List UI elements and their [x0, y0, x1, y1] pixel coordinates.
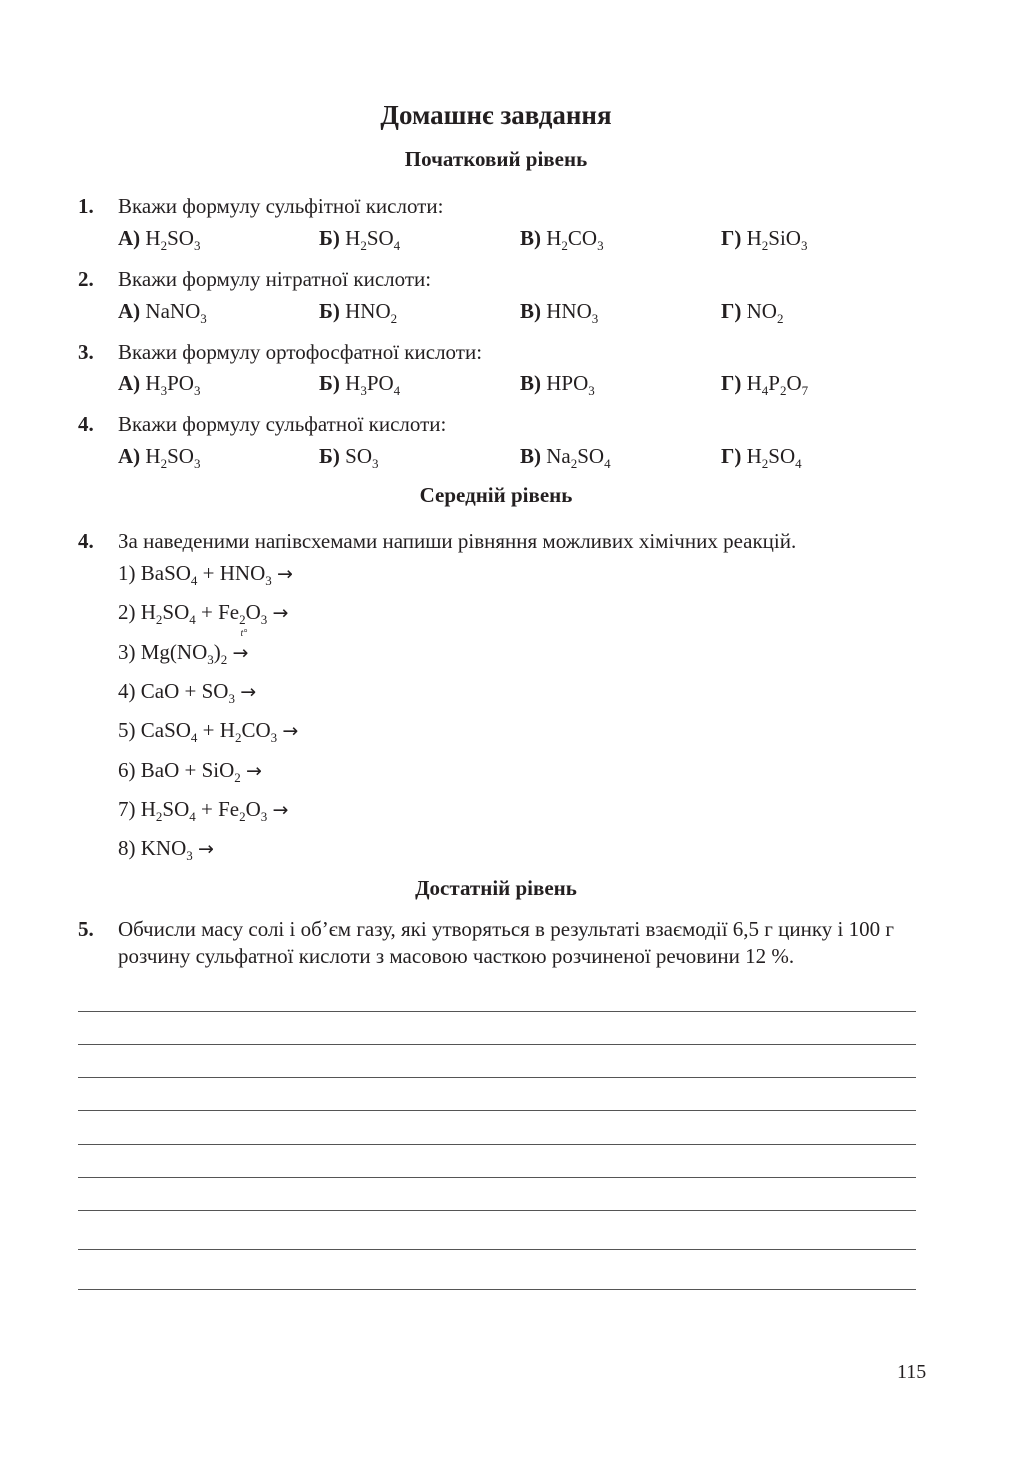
answer-line[interactable]	[78, 1011, 916, 1012]
question-text: Вкажи формулу сульфатної кислоти:	[118, 412, 447, 436]
answer-line[interactable]	[78, 1249, 916, 1250]
subscript: 3	[265, 573, 272, 588]
task-text: За наведеними напівсхемами напиши рівняння можливих хімічних реакцій.	[118, 529, 797, 553]
reaction-scheme: 6) BaO + SiO$_2$ →	[118, 757, 262, 785]
question-number: 1.	[78, 194, 94, 218]
subscript: 4	[189, 808, 196, 824]
subscript: 3	[597, 238, 604, 253]
option-letter: В)	[520, 226, 541, 250]
subscript: 3	[186, 848, 193, 864]
option-formula: $H_2SO_3$	[145, 226, 201, 253]
subscript: 3	[228, 690, 235, 706]
subscript: 2	[160, 238, 168, 253]
reaction-arrow: →	[272, 798, 289, 821]
subscript: 4	[189, 612, 196, 628]
subscript: 4	[393, 383, 401, 398]
option-formula: NaNO$_3$	[145, 299, 207, 326]
answer-option[interactable]	[520, 444, 611, 469]
subscript: 2	[776, 311, 784, 326]
option-letter: Г)	[721, 299, 742, 323]
subscript: 2	[239, 612, 246, 628]
answer-option[interactable]	[520, 371, 595, 396]
answer-line[interactable]	[78, 1289, 916, 1290]
question-text: Вкажи формулу ортофосфатної кислоти:	[118, 340, 483, 364]
option-letter: Г)	[721, 371, 742, 395]
answer-option[interactable]	[520, 299, 598, 324]
option-letter: В)	[520, 299, 541, 323]
section-sufficient-heading: Достатній рівень	[415, 876, 577, 900]
option-letter: Б)	[319, 226, 340, 250]
page-title: Домашнє завдання	[380, 100, 612, 130]
subscript: 3	[270, 730, 278, 746]
option-letter: Г)	[721, 226, 742, 250]
option-formula: $SO_3$	[345, 444, 379, 471]
subscript: 3	[800, 238, 808, 253]
answer-option[interactable]	[319, 371, 400, 396]
section-middle-heading: Середній рівень	[419, 483, 573, 507]
answer-line[interactable]	[78, 1044, 916, 1045]
subscript: 3	[591, 311, 599, 326]
subscript: 3	[360, 383, 367, 398]
subscript: 2	[234, 769, 241, 785]
option-formula: $H_3PO_3$	[145, 371, 201, 398]
answer-line[interactable]	[78, 1077, 916, 1078]
subscript: 3	[200, 311, 207, 326]
reaction-scheme: 7) $H_2SO_4 + Fe_2O_3$ →	[118, 796, 289, 824]
subscript: 4	[393, 238, 401, 253]
answer-option[interactable]	[118, 444, 200, 469]
task-number: 4.	[78, 529, 94, 553]
question-text: Вкажи формулу сульфітної кислоти:	[118, 194, 444, 218]
reaction-arrow: →	[282, 720, 299, 743]
answer-options	[118, 371, 938, 399]
option-formula: $NO_2$	[746, 299, 784, 326]
subscript: 3	[372, 456, 379, 471]
option-letter: Б)	[319, 444, 340, 468]
subscript: 2	[160, 456, 168, 471]
reaction-scheme: 3) $Mg(NO_3)_2$ t° →	[118, 627, 249, 667]
subscript: 4	[795, 456, 802, 471]
subscript: 2	[360, 238, 367, 253]
subscript: 4	[761, 383, 769, 398]
subscript: 4	[190, 730, 198, 746]
option-formula: $H_2SO_4$	[345, 226, 401, 253]
subscript: 4	[190, 573, 198, 588]
reaction-arrow: →	[240, 680, 257, 703]
subscript: 2	[234, 730, 242, 746]
answer-options	[118, 226, 938, 254]
subscript: 2	[220, 651, 228, 667]
answer-line[interactable]	[78, 1110, 916, 1111]
answer-option[interactable]	[118, 299, 207, 324]
option-formula: $H_2SiO_3$	[746, 226, 808, 253]
answer-option[interactable]	[319, 444, 379, 469]
subscript: 3	[588, 383, 595, 398]
subscript: 3	[207, 651, 214, 667]
option-formula: $H_3PO_4$	[345, 371, 401, 398]
answer-line[interactable]	[78, 1210, 916, 1211]
option-formula: $H_2SO_4$	[746, 444, 802, 471]
answer-option[interactable]	[319, 299, 397, 324]
reaction-arrow: →	[198, 838, 214, 861]
answer-option[interactable]	[721, 371, 808, 396]
subscript: 2	[390, 311, 398, 326]
subscript: 2	[570, 456, 578, 471]
reaction-scheme: 2) $H_2SO_4 + Fe_2O_3$ →	[118, 600, 289, 628]
question-number: 4.	[78, 412, 94, 436]
answer-option[interactable]	[118, 371, 200, 396]
option-formula: $HPO_3$	[546, 371, 595, 398]
question-number: 3.	[78, 340, 94, 364]
answer-line[interactable]	[78, 1144, 916, 1145]
answer-options	[118, 444, 938, 472]
subscript: 3	[160, 383, 168, 398]
page-number: 115	[897, 1361, 927, 1383]
subscript: 2	[155, 808, 163, 824]
option-letter: В)	[520, 444, 541, 468]
answer-option[interactable]	[520, 226, 604, 251]
option-formula: $H_2CO_3$	[546, 226, 604, 253]
answer-options	[118, 299, 938, 327]
subscript: 3	[193, 238, 201, 253]
option-letter: В)	[520, 371, 541, 395]
reaction-arrow: →	[272, 602, 289, 625]
heat-symbol: t°	[240, 627, 248, 639]
option-letter: Г)	[721, 444, 742, 468]
option-letter: А)	[118, 371, 141, 395]
answer-option[interactable]	[721, 226, 807, 251]
option-formula: $HNO_2$	[345, 299, 398, 326]
subscript: 2	[761, 238, 769, 253]
option-formula: $Na_2SO_4$	[546, 444, 611, 471]
reaction-scheme: 5) CaSO$_4$ + $H_2CO_3$ →	[118, 718, 299, 746]
option-letter: А)	[118, 226, 141, 250]
subscript: 3	[260, 808, 268, 824]
subscript: 2	[239, 808, 246, 824]
subscript: 4	[604, 456, 611, 471]
answer-option[interactable]	[721, 444, 802, 469]
answer-line[interactable]	[78, 1177, 916, 1178]
answer-option[interactable]	[721, 299, 783, 324]
subscript: 7	[801, 383, 809, 398]
question-text: Вкажи формулу нітратної кислоти:	[118, 267, 432, 291]
subscript: 2	[561, 238, 568, 253]
task-number: 5.	[78, 917, 94, 941]
reaction-scheme: 8) $KNO_3$ →	[118, 836, 214, 864]
option-letter: Б)	[319, 299, 340, 323]
reaction-arrow: →	[277, 563, 293, 585]
subscript: 3	[260, 612, 268, 628]
option-letter: А)	[118, 299, 141, 323]
subscript: 2	[779, 383, 787, 398]
option-letter: Б)	[319, 371, 340, 395]
heating-arrow: t° →	[232, 627, 249, 664]
option-formula: $H_2SO_3$	[145, 444, 201, 471]
subscript: 2	[761, 456, 769, 471]
subscript: 2	[155, 612, 163, 628]
question-number: 2.	[78, 267, 94, 291]
reaction-arrow: →	[246, 759, 262, 782]
answer-option[interactable]	[118, 226, 200, 251]
option-letter: А)	[118, 444, 141, 468]
task-text: Обчисли масу солі і об’єм газу, які утворяться в результаті взаємодії 6,5 г цинку і 100 г розчину сульфатної кислоти з масовою часткою розчиненої речовини 12 %.	[118, 917, 894, 968]
subscript: 3	[193, 383, 201, 398]
subscript: 3	[193, 456, 201, 471]
reaction-scheme: 4) CaO + $SO_3$ →	[118, 678, 257, 706]
option-formula: $H_4P_2O_7$	[746, 371, 809, 398]
option-formula: $HNO_3$	[546, 299, 599, 326]
answer-option[interactable]	[319, 226, 400, 251]
reaction-scheme: 1) BaSO$_4$ + $HNO_3$ →	[118, 561, 293, 588]
section-initial-heading: Початковий рівень	[404, 147, 588, 171]
